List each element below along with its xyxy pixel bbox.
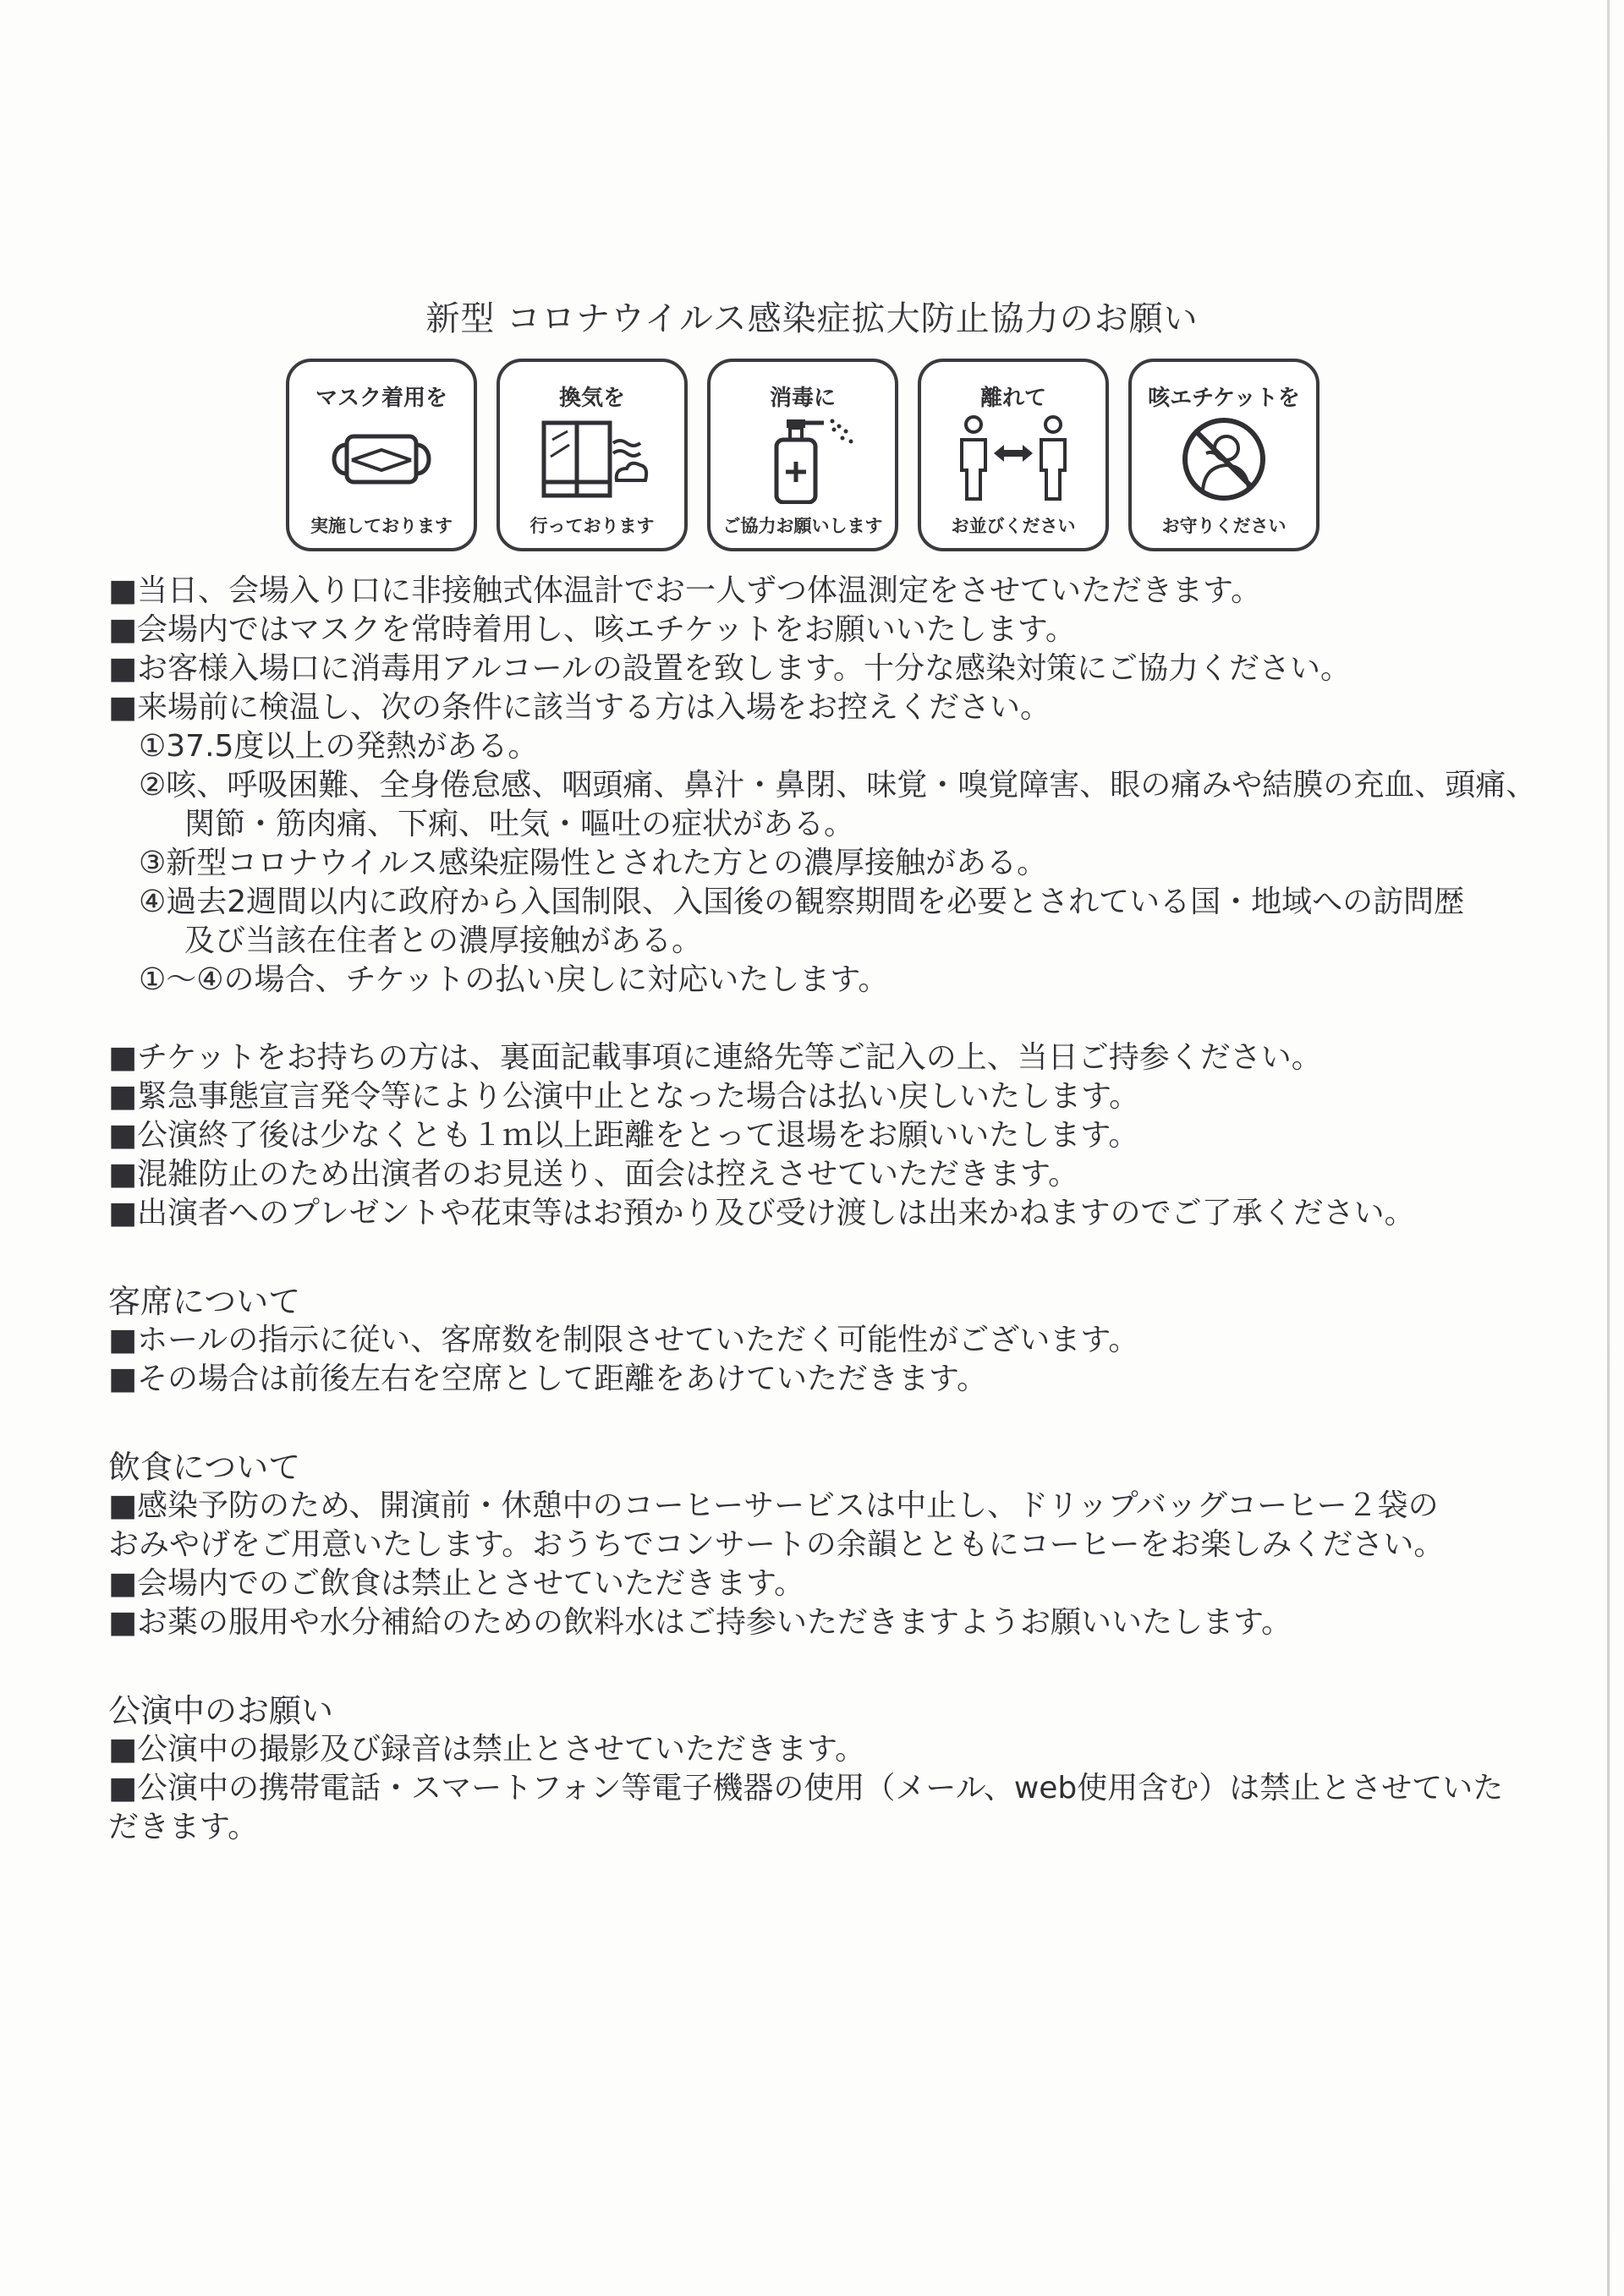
condition-line: ①37.5度以上の発熱がある。: [139, 729, 539, 764]
icon-card-distance: [918, 359, 1109, 551]
notice-line: ■緊急事態宣言発令等により公演中止となった場合は払い戻しいたします。: [108, 1079, 1140, 1114]
notice-line: ■会場内ではマスクを常時着用し、咳エチケットをお願いいたします。: [108, 612, 1076, 647]
social-distance-icon: [953, 414, 1073, 504]
icon-card-top-label: 消毒に: [769, 386, 836, 411]
notice-line: ■チケットをお持ちの方は、裏面記載事項に連絡先等ご記入の上、当日ご持参ください。: [108, 1040, 1322, 1075]
icon-card-top-label: 離れて: [979, 386, 1046, 411]
notice-line: だきます。: [108, 1810, 259, 1844]
cough-etiquette-icon: [1164, 414, 1284, 504]
section-heading-food: 飲食について: [108, 1449, 301, 1486]
condition-line: ②咳、呼吸困難、全身倦怠感、咽頭痛、鼻汁・鼻閉、味覚・嗅覚障害、眼の痛みや結膜の充血、頭痛、: [139, 768, 1537, 803]
icon-card-top-label: マスク着用を: [315, 386, 447, 411]
notice-line: ■ホールの指示に従い、客席数を制限させていただく可能性がございます。: [108, 1323, 1139, 1357]
notice-line: ■出演者へのプレゼントや花束等はお預かり及び受け渡しは出来かねますのでご了承ください。: [108, 1196, 1415, 1230]
notice-line: ■お客様入場口に消毒用アルコールの設置を致します。十分な感染対策にご協力ください。: [108, 651, 1351, 686]
condition-line: 及び当該在住者との濃厚接触がある。: [184, 923, 703, 958]
condition-line: ④過去2週間以内に政府から入国制限、入国後の観察期間を必要とされている国・地域への訪問歴: [139, 885, 1465, 919]
icon-card-ventilation: [497, 359, 688, 551]
notice-line: ■お薬の服用や水分補給のための飲料水はご持参いただきますようお願いいたします。: [108, 1605, 1292, 1640]
page-title: 新型 コロナウイルス感染症拡大防止協力のお願い: [425, 299, 1199, 338]
condition-line: ③新型コロナウイルス感染症陽性とされた方との濃厚接触がある。: [139, 846, 1048, 880]
notice-line: ■混雑防止のため出演者のお見送り、面会は控えさせていただきます。: [108, 1157, 1079, 1192]
notice-line: おみやげをご用意いたします。おうちでコンサートの余韻とともにコーヒーをお楽しみください。: [108, 1527, 1445, 1562]
icon-card-top-label: 咳エチケットを: [1148, 386, 1300, 411]
page-edge: [1607, 0, 1610, 2296]
notice-line: ■公演中の撮影及び録音は禁止とさせていただきます。: [108, 1732, 866, 1767]
icon-card-bottom-label: 行っております: [529, 516, 655, 536]
notice-line: ■感染予防のため、開演前・休憩中のコーヒーサービスは中止し、ドリップバッグコーヒー２袋の: [108, 1488, 1439, 1523]
notice-line: ■会場内でのご飲食は禁止とさせていただきます。: [108, 1566, 805, 1601]
condition-line: ①～④の場合、チケットの払い戻しに対応いたします。: [139, 962, 889, 997]
icon-card-bottom-label: ご協力お願いします: [722, 516, 883, 536]
icon-card-sanitizer: [707, 359, 898, 551]
notice-line: ■来場前に検温し、次の条件に該当する方は入場をお控えください。: [108, 690, 1051, 725]
condition-line: 関節・筋肉痛、下痢、吐気・嘔吐の症状がある。: [184, 807, 855, 841]
icon-card-top-label: 換気を: [558, 386, 625, 411]
icon-row: [286, 359, 1321, 555]
notice-line: ■その場合は前後左右を空席として距離をあけていただきます。: [108, 1362, 988, 1396]
section-heading-seating: 客席について: [108, 1283, 301, 1320]
notice-line: ■当日、会場入り口に非接触式体温計でお一人ずつ体温測定をさせていただきます。: [108, 573, 1262, 608]
icon-card-bottom-label: お並びください: [951, 516, 1076, 536]
sanitizer-bottle-icon: [743, 414, 863, 504]
section-heading-performance: 公演中のお願い: [108, 1692, 334, 1729]
window-ventilation-icon: [532, 414, 652, 504]
notice-line: ■公演中の携帯電話・スマートフォン等電子機器の使用（メール、web使用含む）は禁止とさせていた: [108, 1771, 1504, 1806]
icon-card-bottom-label: お守りください: [1161, 516, 1287, 536]
notice-line: ■公演終了後は少なくとも１ｍ以上距離をとって退場をお願いいたします。: [108, 1118, 1139, 1153]
notice-body: [108, 572, 1546, 1847]
icon-card-cough: [1128, 359, 1320, 551]
icon-card-bottom-label: 実施しております: [310, 516, 453, 536]
mask-icon: [321, 414, 442, 504]
icon-card-mask: [286, 359, 477, 551]
